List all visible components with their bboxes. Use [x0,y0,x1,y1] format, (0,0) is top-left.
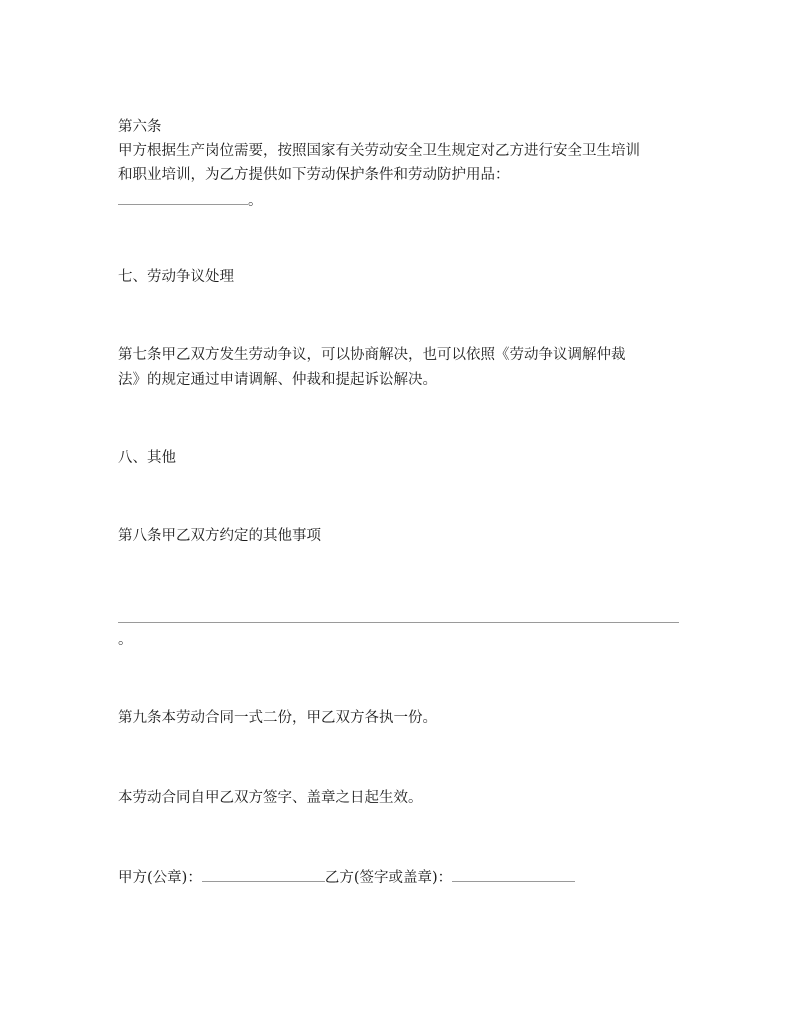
article-6-heading: 第六条 [118,119,162,135]
party-b-label: 乙方(签字或盖章)： [324,870,453,886]
party-a-label: 甲方(公章)： [118,870,202,886]
other-matters-blank[interactable] [118,622,679,623]
article-6-end-mark: 。 [248,193,263,209]
article-7-line-2: 法》的规定通过申请调解、仲裁和提起诉讼解决。 [118,372,437,388]
article-7-line-1: 第七条甲乙双方发生劳动争议，可以协商解决，也可以依照《劳动争议调解仲裁 [118,347,626,363]
article-6-fill-line [118,186,263,214]
signature-line [118,863,575,891]
protection-items-blank[interactable] [118,186,248,205]
section-8-heading: 八、其他 [118,450,176,466]
article-8-end-mark: 。 [118,632,133,648]
article-6-line-1: 甲方根据生产岗位需要，按照国家有关劳动安全卫生规定对乙方进行安全卫生培训 [118,143,640,159]
party-a-signature-blank[interactable] [202,863,325,882]
party-b-signature-blank[interactable] [452,863,575,882]
article-9-text: 第九条本劳动合同一式二份，甲乙双方各执一份。 [118,710,437,726]
article-6-line-2: 和职业培训，为乙方提供如下劳动保护条件和劳动防护用品： [118,167,510,183]
effective-clause: 本劳动合同自甲乙双方签字、盖章之日起生效。 [118,790,423,806]
section-7-heading: 七、劳动争议处理 [118,269,234,285]
article-8-text: 第八条甲乙双方约定的其他事项 [118,528,321,544]
